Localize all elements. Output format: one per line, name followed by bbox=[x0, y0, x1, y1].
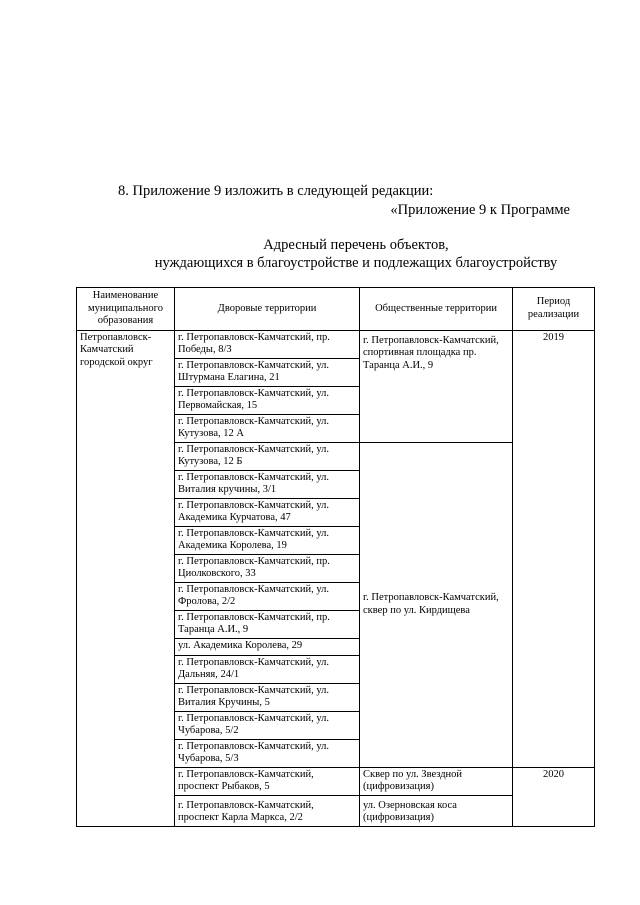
yard-cell: г. Петропавловск-Камчатский, ул. Академика Курчатова, 47 bbox=[175, 498, 360, 526]
yard-cell: г. Петропавловск-Камчатский, пр. Таранца А.И., 9 bbox=[175, 610, 360, 638]
amendment-line: 8. Приложение 9 изложить в следующей редакции: bbox=[118, 183, 434, 199]
address-list-table bbox=[76, 287, 595, 827]
yard-cell: г. Петропавловск-Камчатский, ул. Дальняя, 24/1 bbox=[175, 655, 360, 683]
yard-cell: г. Петропавловск-Камчатский, ул. Академика Королева, 19 bbox=[175, 526, 360, 554]
list-title-line-1: Адресный перечень объектов, bbox=[263, 237, 449, 253]
yard-cell: ул. Академика Королева, 29 bbox=[175, 638, 360, 655]
yard-cell: г. Петропавловск-Камчатский, пр. Победы, 8/3 bbox=[175, 330, 360, 358]
col-header-yards: Дворовые территории bbox=[175, 288, 360, 331]
municipality-cell: Петропавловск-Камчатский городской округ bbox=[77, 330, 175, 826]
col-header-municipality: Наименование муниципального образования bbox=[77, 288, 175, 331]
yard-cell: г. Петропавловск-Камчатский, ул. Фролова, 2/2 bbox=[175, 582, 360, 610]
period-cell: 2020 bbox=[513, 767, 595, 826]
yard-cell: г. Петропавловск-Камчатский, проспект Рыбаков, 5 bbox=[175, 767, 360, 795]
yard-cell: г. Петропавловск-Камчатский, ул. Виталия Кручины, 5 bbox=[175, 683, 360, 711]
yard-cell: г. Петропавловск-Камчатский, ул. Виталия кручины, 3/1 bbox=[175, 470, 360, 498]
public-territory-cell: Сквер по ул. Звездной (цифровизация) bbox=[360, 767, 513, 795]
public-territory-cell: ул. Озерновская коса (цифровизация) bbox=[360, 795, 513, 826]
appendix-reference: «Приложение 9 к Программе bbox=[390, 202, 570, 218]
col-header-public: Общественные территории bbox=[360, 288, 513, 331]
list-title-line-2: нуждающихся в благоустройстве и подлежащих благоустройству bbox=[154, 255, 558, 271]
yard-cell: г. Петропавловск-Камчатский, ул. Чубарова, 5/3 bbox=[175, 739, 360, 767]
yard-cell: г. Петропавловск-Камчатский, ул. Кутузова, 12 Б bbox=[175, 442, 360, 470]
public-territory-cell: г. Петропавловск-Камчатский, сквер по ул. Кирдищева bbox=[360, 442, 513, 767]
col-header-period: Период реализации bbox=[513, 288, 595, 331]
table-row bbox=[77, 330, 595, 358]
yard-cell: г. Петропавловск-Камчатский, проспект Карла Маркса, 2/2 bbox=[175, 795, 360, 826]
table-header-row bbox=[77, 288, 595, 331]
yard-cell: г. Петропавловск-Камчатский, пр. Циолковского, 33 bbox=[175, 554, 360, 582]
yard-cell: г. Петропавловск-Камчатский, ул. Кутузова, 12 А bbox=[175, 414, 360, 442]
yard-cell: г. Петропавловск-Камчатский, ул. Первомайская, 15 bbox=[175, 386, 360, 414]
yard-cell: г. Петропавловск-Камчатский, ул. Чубарова, 5/2 bbox=[175, 711, 360, 739]
public-territory-cell: г. Петропавловск-Камчатский, спортивная площадка пр. Таранца А.И., 9 bbox=[360, 330, 513, 442]
yard-cell: г. Петропавловск-Камчатский, ул. Штурмана Елагина, 21 bbox=[175, 358, 360, 386]
period-cell: 2019 bbox=[513, 330, 595, 767]
